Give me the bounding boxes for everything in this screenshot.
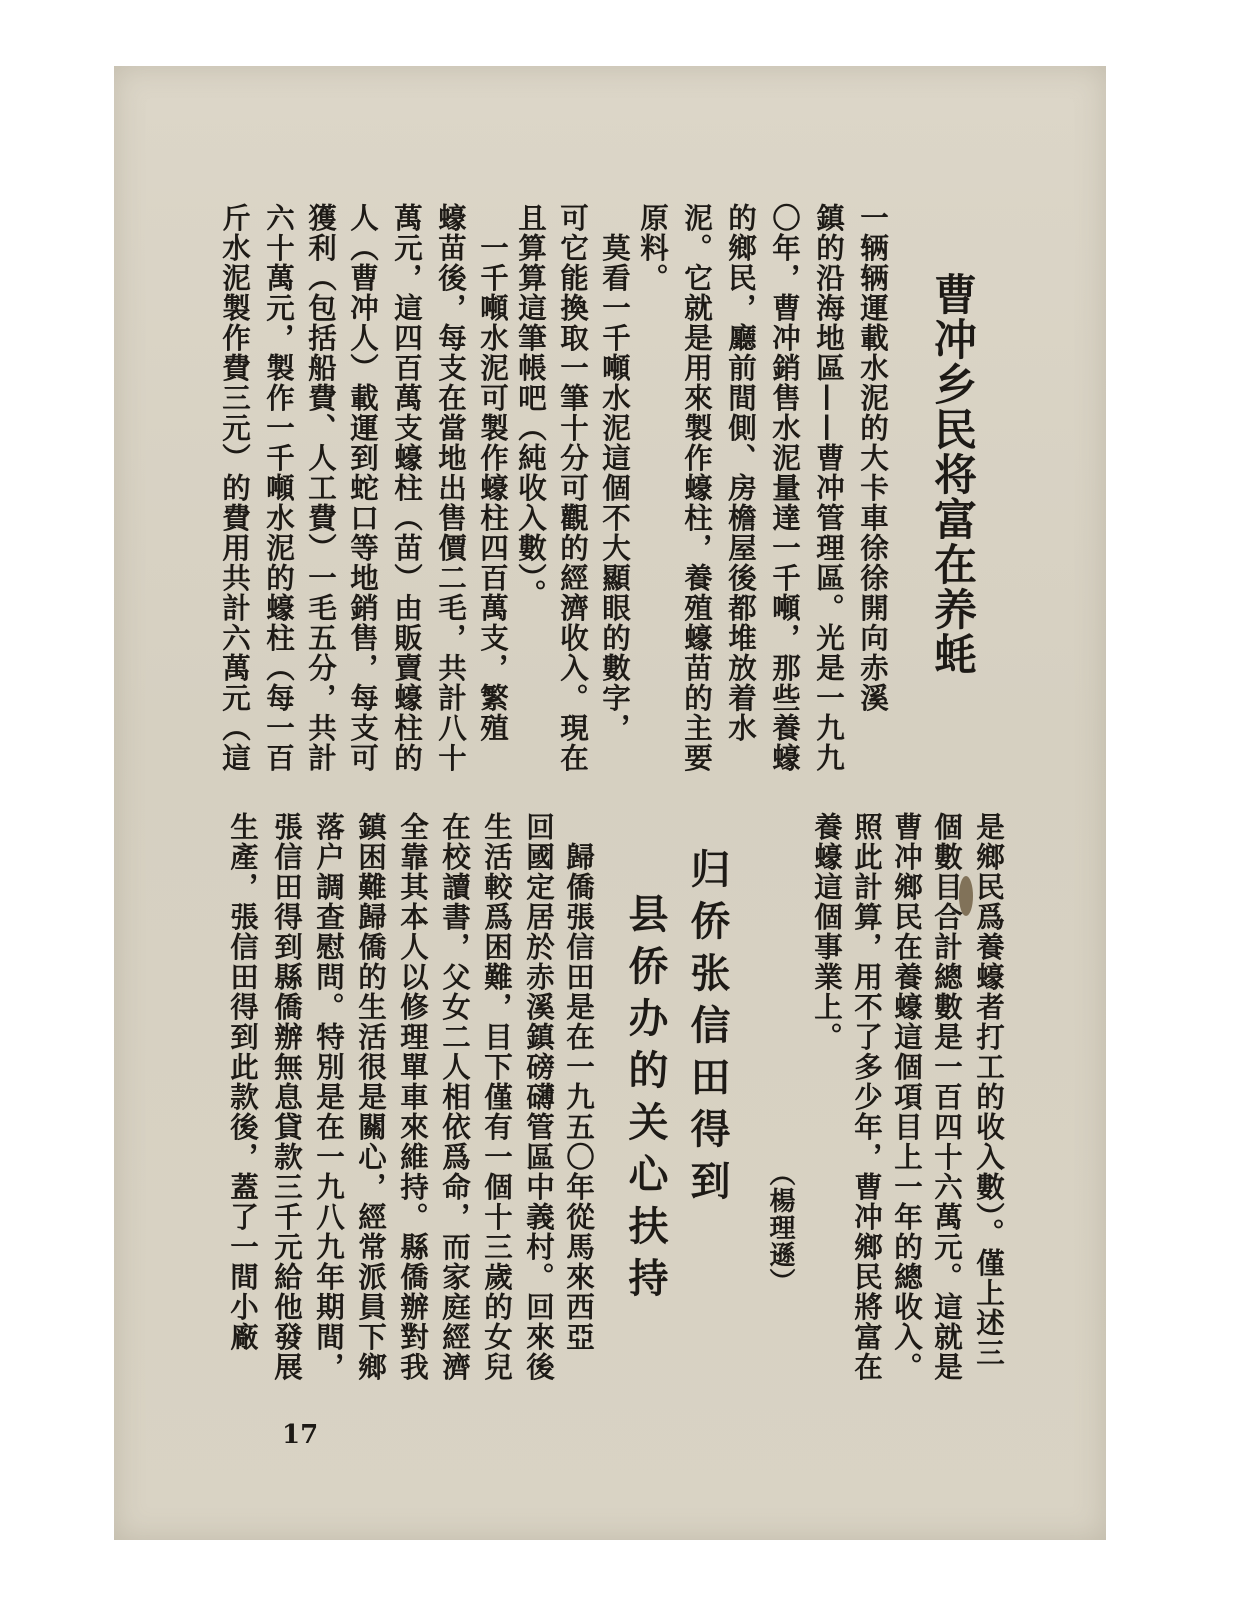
text-column: 莫看一千噸水泥這個不大顯眼的數字， [598, 203, 632, 743]
text-column: 鎮的沿海地區——曹冲管理區。光是一九九 [812, 203, 846, 773]
text-column: 歸僑張信田是在一九五〇年從馬來西亞 [562, 812, 596, 1352]
text-column: 六十萬元，製作一千噸水泥的蠔柱（每一百 [262, 203, 296, 773]
page-number: 17 [282, 1420, 319, 1450]
text-column: 一千噸水泥可製作蠔柱四百萬支，繁殖 [476, 203, 510, 743]
text-column: 在校讀書，父女二人相依爲命，而家庭經濟 [438, 812, 472, 1382]
text-column: 人（曹冲人）載運到蛇口等地銷售，每支可 [346, 203, 380, 773]
text-column: 個數目合計總數是一百四十六萬元。這就是 [930, 812, 964, 1382]
byline: （楊理遜） [765, 1160, 795, 1295]
text-column: 且算算這筆帳吧（純收入數）。 [514, 203, 548, 609]
text-column: 〇年，曹冲銷售水泥量達一千噸，那些養蠔 [768, 203, 802, 773]
text-column: 萬元，這四百萬支蠔柱（苗）由販賣蠔柱的 [390, 203, 424, 773]
text-column: 養蠔這個事業上。 [810, 812, 844, 1052]
text-column: 是鄉民爲養蠔者打工的收入數）。僅上述三 [972, 812, 1006, 1368]
article-title-line: 县侨办的关心扶持 [622, 893, 669, 1309]
text-column: 的鄉民，廳前間側、房檐屋後都堆放着水 [724, 203, 758, 743]
article-title-line: 归侨张信田得到 [684, 848, 731, 1212]
text-column: 獲利（包括船費、人工費）一毛五分，共計 [304, 203, 338, 773]
text-column: 曹冲鄉民在養蠔這個項目上一年的總收入。 [890, 812, 924, 1382]
text-column: 照此計算，用不了多少年，曹冲鄉民將富在 [850, 812, 884, 1382]
text-column: 原料。 [636, 203, 670, 293]
text-column: 斤水泥製作費三元）的費用共計六萬元（這 [218, 203, 252, 773]
text-column: 泥。它就是用來製作蠔柱，養殖蠔苗的主要 [680, 203, 714, 773]
text-column: 落户調查慰問。特別是在一九八九年期間， [312, 812, 346, 1382]
text-column: 張信田得到縣僑辦無息貸款三千元給他發展 [270, 812, 304, 1382]
text-column: 生活較爲困難，目下僅有一個十三歲的女兒 [480, 812, 514, 1382]
text-column: 一辆辆運載水泥的大卡車徐徐開向赤溪 [856, 203, 890, 713]
text-column: 回國定居於赤溪鎮磅礴管區中義村。回來後 [522, 812, 556, 1382]
text-column: 全靠其本人以修理單車來維持。縣僑辦對我 [396, 812, 430, 1382]
text-column: 可它能換取一筆十分可觀的經濟收入。現在 [556, 203, 590, 773]
text-column: 鎮困難歸僑的生活很是關心，經常派員下鄉 [354, 812, 388, 1382]
article-title: 曹冲乡民将富在养蚝 [927, 272, 977, 677]
text-column: 蠔苗後，每支在當地出售價二毛，共計八十 [434, 203, 468, 773]
text-column: 生產，張信田得到此款後，蓋了一間小廠 [226, 812, 260, 1352]
